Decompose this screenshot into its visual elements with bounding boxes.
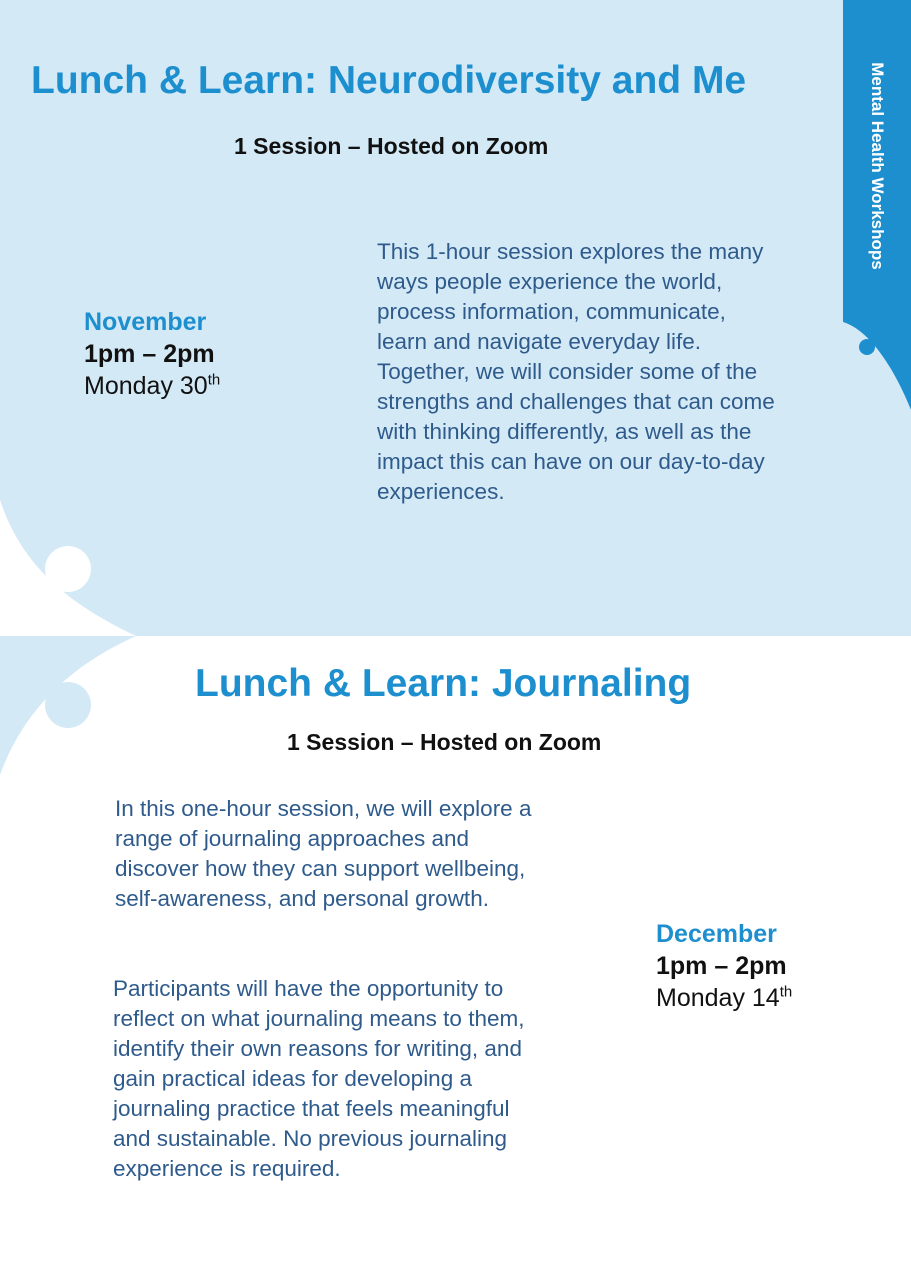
session-1-time: 1pm – 2pm: [84, 340, 215, 368]
session-1-subtitle: 1 Session – Hosted on Zoom: [234, 133, 549, 159]
session-2-description-para-1: In this one-hour session, we will explore a range of journaling approaches and discover how they can support wellbeing, self-awareness, and personal growth.: [115, 796, 532, 911]
decor-dot-blue: [859, 339, 875, 355]
session-2-month: December: [656, 920, 777, 948]
session-2-title: Lunch & Learn: Journaling: [195, 662, 692, 705]
session-2-subtitle: 1 Session – Hosted on Zoom: [287, 729, 602, 755]
session-2-time: 1pm – 2pm: [656, 952, 787, 980]
session-2-day: Monday 14th: [656, 983, 793, 1012]
session-2-description-para-2: Participants will have the opportunity to reflect on what journaling means to them, identify their own reasons for writing, and gain practical ideas for developing a journaling practice that feels meaningful and sustainable. No previous journaling experience is required.: [113, 976, 525, 1181]
session-2-date: [656, 918, 792, 1014]
session-1-day: Monday 30th: [84, 371, 221, 400]
session-1-description: This 1-hour session explores the many ways people experience the world, process information, communicate, learn and navigate everyday life. Together, we will consider some of the strengths and challenges that can come with thinking differently, as well as the impact this can have on our day-to-day experiences.: [377, 239, 775, 504]
session-1-month: November: [84, 308, 207, 336]
session-1-title: Lunch & Learn: Neurodiversity and Me: [31, 59, 747, 102]
decor-circle-white: [45, 546, 91, 592]
side-tab-label: Mental Health Workshops: [868, 62, 887, 270]
decor-circle-blue: [45, 682, 91, 728]
session-1-date: [84, 306, 220, 402]
